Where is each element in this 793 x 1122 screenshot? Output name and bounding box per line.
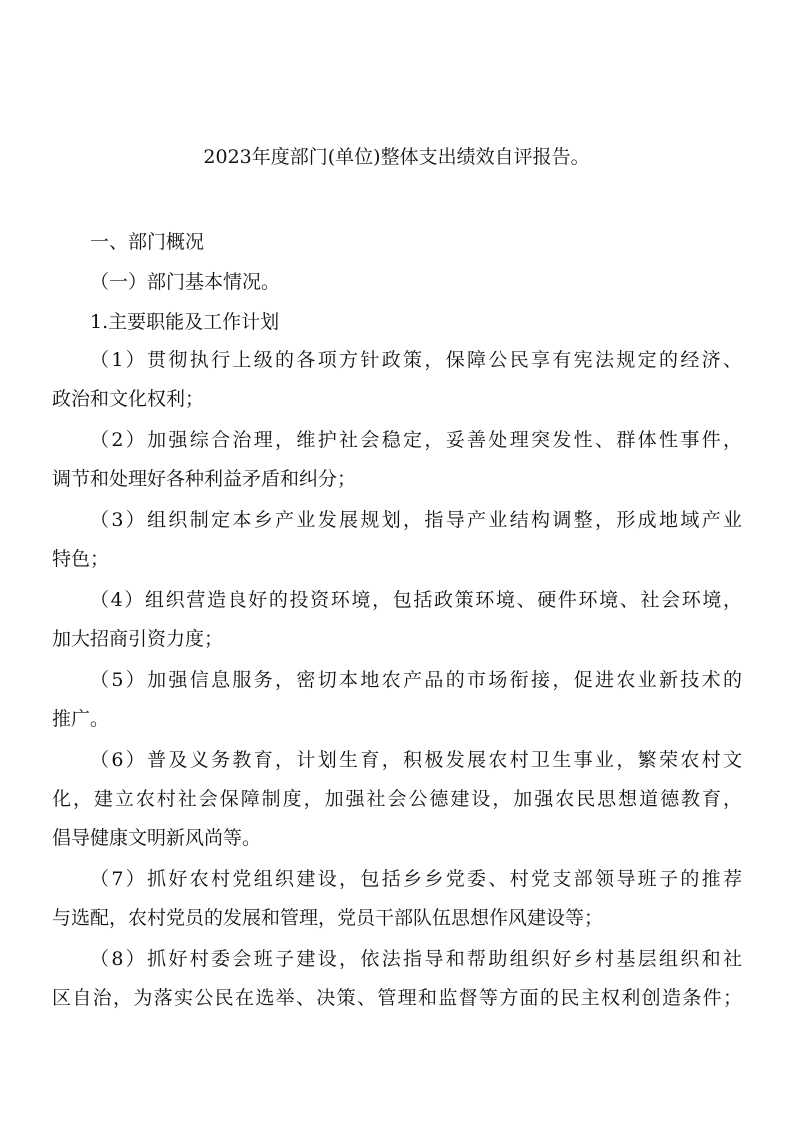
paragraph-line: 特色； bbox=[52, 548, 110, 570]
subsection-heading: （一）部门基本情况。 bbox=[90, 271, 281, 293]
paragraph-line: 加大招商引资力度； bbox=[52, 628, 224, 650]
paragraph-line: 政治和文化权利； bbox=[52, 388, 205, 410]
document-title: 2023年度部门(单位)整体支出绩效自评报告。 bbox=[203, 146, 590, 168]
paragraph-line: （7）抓好农村党组织建设，包括乡乡党委、村党支部领导班子的推荐 bbox=[90, 868, 742, 890]
section-heading: 一、部门概况 bbox=[90, 231, 205, 253]
paragraph-line: （2）加强综合治理，维护社会稳定，妥善处理突发性、群体性事件， bbox=[90, 429, 742, 451]
paragraph-line: 化，建立农村社会保障制度，加强社会公德建设，加强农民思想道德教育， bbox=[52, 788, 742, 810]
paragraph-line: （8）抓好村委会班子建设，依法指导和帮助组织好乡村基层组织和社 bbox=[90, 948, 742, 970]
paragraph-line: （3）组织制定本乡产业发展规划，指导产业结构调整，形成地域产业 bbox=[90, 509, 742, 531]
paragraph-line: 与选配，农村党员的发展和管理，党员干部队伍思想作风建设等； bbox=[52, 907, 604, 929]
paragraph-line: 调节和处理好各种利益矛盾和纠分； bbox=[52, 468, 357, 490]
paragraph-line: 区自治，为落实公民在选举、决策、管理和监督等方面的民主权利创造条件； bbox=[52, 987, 742, 1009]
paragraph-line: （5）加强信息服务，密切本地农产品的市场衔接，促进农业新技术的 bbox=[90, 669, 742, 691]
paragraph-line: （4）组织营造良好的投资环境，包括政策环境、硬件环境、社会环境， bbox=[90, 589, 742, 611]
paragraph-line: （6）普及义务教育，计划生育，积极发展农村卫生事业，繁荣农村文 bbox=[90, 749, 742, 771]
item-heading: 1.主要职能及工作计划 bbox=[90, 311, 280, 333]
paragraph-line: 推广。 bbox=[52, 708, 110, 730]
paragraph-line: 倡导健康文明新风尚等。 bbox=[52, 827, 262, 849]
paragraph-line: （1）贯彻执行上级的各项方针政策，保障公民享有宪法规定的经济、 bbox=[90, 349, 742, 371]
